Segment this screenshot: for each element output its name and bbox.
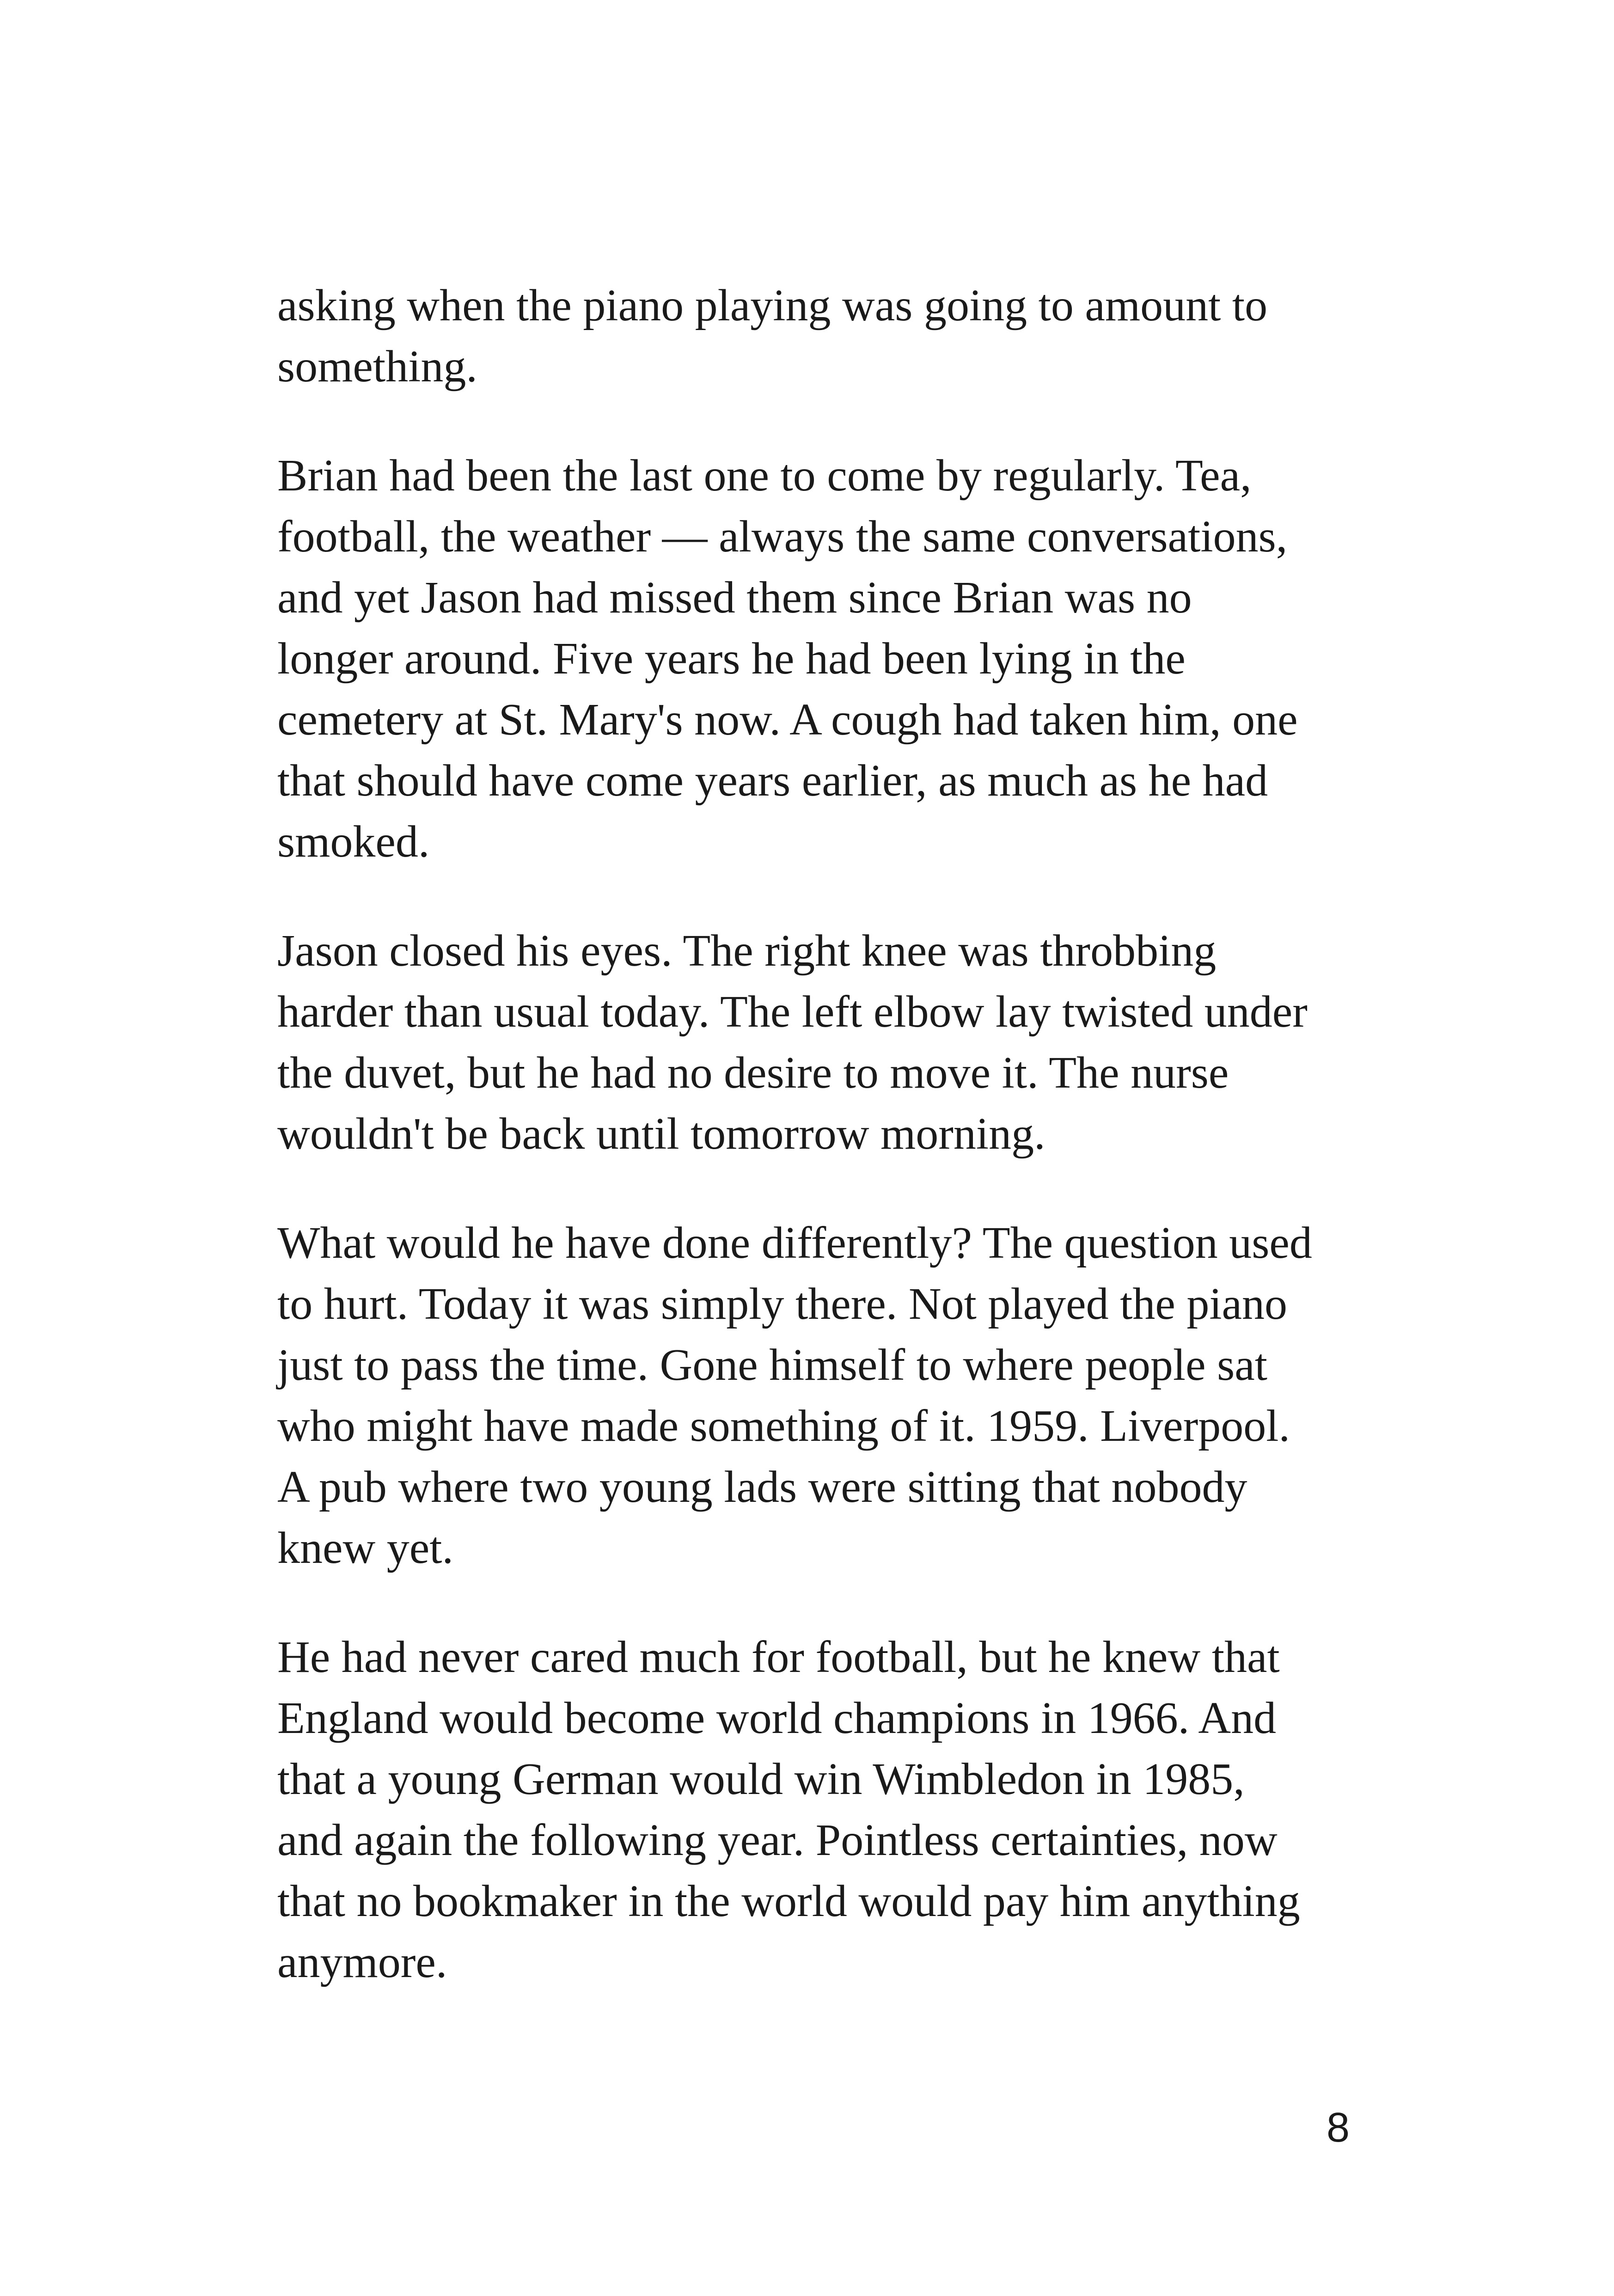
page-number: 8 — [1326, 2105, 1350, 2151]
text-line: Jason closed his eyes. The right knee was throbbing — [277, 926, 1217, 976]
text-line: that a young German would win Wimbledon in 1985, — [277, 1754, 1245, 1804]
text-line: cemetery at St. Mary's now. A cough had taken him, one — [277, 695, 1298, 745]
text-line: A pub where two young lads were sitting that nobody — [277, 1462, 1247, 1512]
paragraph-3 — [277, 920, 1350, 1164]
text-line: wouldn't be back until tomorrow morning. — [277, 1109, 1045, 1159]
paragraph-1 — [277, 275, 1350, 397]
text-line: England would become world champions in 1966. And — [277, 1693, 1277, 1743]
text-line: anymore. — [277, 1937, 447, 1987]
text-line: just to pass the time. Gone himself to where people sat — [277, 1340, 1267, 1390]
text-line: who might have made something of it. 1959. Liverpool. — [277, 1401, 1290, 1451]
text-line: longer around. Five years he had been lying in the — [277, 634, 1186, 684]
text-line: What would he have done differently? The question used — [277, 1218, 1312, 1268]
text-line: something. — [277, 342, 477, 392]
text-line: the duvet, but he had no desire to move it. The nurse — [277, 1048, 1229, 1098]
paragraph-2 — [277, 445, 1350, 872]
text-line: and yet Jason had missed them since Brian was no — [277, 573, 1192, 623]
text-line: and again the following year. Pointless certainties, now — [277, 1815, 1278, 1865]
text-line: to hurt. Today it was simply there. Not played the piano — [277, 1279, 1288, 1329]
text-line: football, the weather — always the same conversations, — [277, 512, 1288, 562]
paragraph-5 — [277, 1627, 1350, 1993]
text-line: asking when the piano playing was going to amount to — [277, 281, 1268, 331]
body-text — [277, 275, 1350, 2041]
text-line: knew yet. — [277, 1523, 453, 1573]
paragraph-4 — [277, 1212, 1350, 1579]
text-line: that should have come years earlier, as much as he had — [277, 756, 1268, 806]
text-line: Brian had been the last one to come by regularly. Tea, — [277, 451, 1252, 501]
text-line: harder than usual today. The left elbow lay twisted under — [277, 987, 1308, 1037]
text-line: He had never cared much for football, but he knew that — [277, 1632, 1280, 1682]
text-line: that no bookmaker in the world would pay him anything — [277, 1876, 1300, 1926]
text-line: smoked. — [277, 817, 430, 867]
